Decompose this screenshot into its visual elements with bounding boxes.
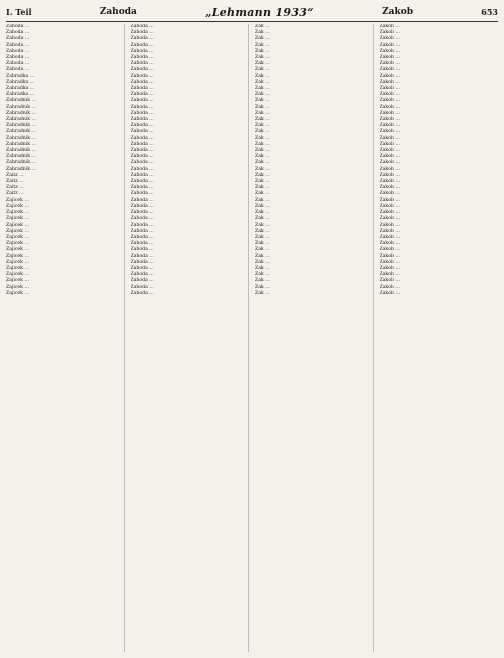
directory-entry: Zahoda … xyxy=(130,141,154,147)
directory-entry: Zahoda … xyxy=(6,36,30,42)
directory-entry: Zakob … xyxy=(379,79,400,85)
directory-entry: Zahradnik … xyxy=(6,154,37,160)
directory-entry: Zakob … xyxy=(379,123,400,129)
directory-entry: Zajicek … xyxy=(6,284,29,290)
directory-entry: Zajicek … xyxy=(6,241,29,247)
directory-entry: Zakob … xyxy=(379,228,400,234)
directory-entry: Zahoda … xyxy=(130,73,154,79)
directory-entry: Zajicek … xyxy=(6,210,29,216)
directory-entry: Zahoda … xyxy=(6,48,30,54)
directory-entry: Zak … xyxy=(255,141,270,147)
directory-entry: Zak … xyxy=(255,179,270,185)
directory-entry: Zahoda … xyxy=(6,30,30,36)
directory-entry: Zakob … xyxy=(379,129,400,135)
directory-entry: Zahradka … xyxy=(6,79,35,85)
directory-entry: Zajicek … xyxy=(6,253,29,259)
directory-entry: Zahoda … xyxy=(6,61,30,67)
directory-entry: Zahradnik … xyxy=(6,141,37,147)
directory-entry: Zakob … xyxy=(379,253,400,259)
directory-entry: Zak … xyxy=(255,216,270,222)
directory-entry: Zak … xyxy=(255,148,270,154)
directory-entry: Zakob … xyxy=(379,55,400,61)
directory-entry: Zahoda … xyxy=(130,197,154,203)
directory-entry: Zahoda … xyxy=(130,92,154,98)
directory-column xyxy=(6,24,125,652)
directory-entry: Zahradnik … xyxy=(6,166,37,172)
directory-entry: Zahoda … xyxy=(130,185,154,191)
directory-entry: Zahradnik … xyxy=(6,104,37,110)
directory-entry: Zakob … xyxy=(379,247,400,253)
directory-entry: Zakob … xyxy=(379,259,400,265)
directory-entry: Zahoda … xyxy=(130,222,154,228)
directory-entry: Zaitz … xyxy=(6,185,24,191)
directory-entry: Zahoda … xyxy=(6,24,30,29)
directory-entry: Zajicek … xyxy=(6,259,29,265)
directory-entry: Zak … xyxy=(255,86,270,92)
directory-entry: Zajicek … xyxy=(6,272,29,278)
directory-entry: Zak … xyxy=(255,290,270,296)
directory-entry: Zakob … xyxy=(379,61,400,67)
directory-entry: Zak … xyxy=(255,24,270,29)
directory-entry: Zakob … xyxy=(379,166,400,172)
header-left-word: Zahoda xyxy=(99,7,137,17)
directory-entry: Zahoda … xyxy=(130,253,154,259)
directory-entry: Zahradka … xyxy=(6,73,35,79)
directory-entry: Zakob … xyxy=(379,234,400,240)
directory-entry: Zakob … xyxy=(379,92,400,98)
directory-entry: Zahoda … xyxy=(130,247,154,253)
directory-entry: Zakob … xyxy=(379,48,400,54)
directory-entry: Zaitz … xyxy=(6,172,24,178)
directory-entry: Zak … xyxy=(255,73,270,79)
directory-entry: Zakob … xyxy=(379,203,400,209)
directory-entry: Zakob … xyxy=(379,67,400,73)
directory-entry: Zaitz … xyxy=(6,179,24,185)
directory-entry: Zakob … xyxy=(379,73,400,79)
directory-entry: Zak … xyxy=(255,284,270,290)
directory-entry: Zahoda … xyxy=(6,67,30,73)
directory-entry: Zahoda … xyxy=(130,67,154,73)
directory-entry: Zajicek … xyxy=(6,278,29,284)
directory-entry: Zahoda … xyxy=(130,48,154,54)
directory-entry: Zakob … xyxy=(379,98,400,104)
directory-entry: Zahradka … xyxy=(6,92,35,98)
directory-entry: Zak … xyxy=(255,123,270,129)
directory-entry: Zak … xyxy=(255,185,270,191)
directory-entry: Zak … xyxy=(255,222,270,228)
directory-entry: Zak … xyxy=(255,272,270,278)
directory-entry: Zahradnik … xyxy=(6,129,37,135)
directory-entry: Zahradnik … xyxy=(6,123,37,129)
directory-entry: Zak … xyxy=(255,278,270,284)
directory-entry: Zajicek … xyxy=(6,234,29,240)
directory-entry: Zajicek … xyxy=(6,197,29,203)
directory-entry: Zakob … xyxy=(379,191,400,197)
directory-entry: Zahradnik … xyxy=(6,148,37,154)
directory-entry: Zahoda … xyxy=(130,278,154,284)
directory-entry: Zakob … xyxy=(379,197,400,203)
directory-entry: Zahoda … xyxy=(130,203,154,209)
directory-entry: Zak … xyxy=(255,42,270,48)
directory-entry: Zak … xyxy=(255,129,270,135)
directory-entry: Zak … xyxy=(255,55,270,61)
directory-entry: Zahradnik … xyxy=(6,135,37,141)
directory-entry: Zak … xyxy=(255,110,270,116)
directory-entry: Zahoda … xyxy=(130,191,154,197)
directory-entry: Zakob … xyxy=(379,216,400,222)
directory-entry: Zakob … xyxy=(379,210,400,216)
directory-entry: Zak … xyxy=(255,104,270,110)
directory-entry: Zak … xyxy=(255,48,270,54)
directory-entry: Zahoda … xyxy=(130,179,154,185)
directory-entry: Zahoda … xyxy=(130,234,154,240)
directory-entry: Zahradnik … xyxy=(6,110,37,116)
directory-entry: Zakob … xyxy=(379,117,400,123)
directory-entry: Zak … xyxy=(255,265,270,271)
directory-entry: Zakob … xyxy=(379,265,400,271)
header-title: „Lehmann 1933“ xyxy=(205,5,314,19)
directory-entry: Zak … xyxy=(255,247,270,253)
directory-entry: Zak … xyxy=(255,79,270,85)
directory-entry: Zak … xyxy=(255,253,270,259)
directory-entry: Zak … xyxy=(255,228,270,234)
directory-entry: Zahoda … xyxy=(130,61,154,67)
directory-entry: Zakob … xyxy=(379,148,400,154)
directory-entry: Zak … xyxy=(255,67,270,73)
directory-entry: Zahoda … xyxy=(130,272,154,278)
directory-entry: Zahoda … xyxy=(130,24,154,29)
directory-entry: Zajicek … xyxy=(6,228,29,234)
directory-entry: Zak … xyxy=(255,92,270,98)
directory-entry: Zahoda … xyxy=(130,86,154,92)
directory-entry: Zaitz … xyxy=(6,191,24,197)
directory-entry: Zajicek … xyxy=(6,203,29,209)
directory-entry: Zakob … xyxy=(379,179,400,185)
directory-entry: Zak … xyxy=(255,36,270,42)
directory-entry: Zak … xyxy=(255,135,270,141)
directory-entry: Zak … xyxy=(255,210,270,216)
directory-entry: Zak … xyxy=(255,30,270,36)
directory-entry: Zakob … xyxy=(379,30,400,36)
directory-entry: Zahoda … xyxy=(6,55,30,61)
directory-entry: Zak … xyxy=(255,203,270,209)
page-header xyxy=(6,4,498,20)
directory-entry: Zahradnik … xyxy=(6,98,37,104)
directory-entry: Zahoda … xyxy=(130,154,154,160)
directory-column xyxy=(131,24,250,652)
directory-entry: Zahoda … xyxy=(130,148,154,154)
directory-entry: Zahoda … xyxy=(130,55,154,61)
directory-entry: Zahoda … xyxy=(130,117,154,123)
directory-entry: Zakob … xyxy=(379,24,400,29)
directory-entry: Zakob … xyxy=(379,160,400,166)
directory-entry: Zahoda … xyxy=(130,290,154,296)
header-part-label: I. Teil xyxy=(6,7,32,17)
directory-entry: Zakob … xyxy=(379,135,400,141)
directory-entry: Zahoda … xyxy=(130,104,154,110)
directory-entry: Zahoda … xyxy=(130,228,154,234)
directory-entry: Zahoda … xyxy=(130,129,154,135)
page-number: 653 xyxy=(481,7,498,17)
directory-entry: Zak … xyxy=(255,234,270,240)
directory-entry: Zakob … xyxy=(379,141,400,147)
directory-entry: Zajicek … xyxy=(6,265,29,271)
directory-entry: Zahoda … xyxy=(130,284,154,290)
directory-entry: Zajicek … xyxy=(6,290,29,296)
directory-entry: Zakob … xyxy=(379,222,400,228)
directory-entry: Zak … xyxy=(255,154,270,160)
header-right-word: Zakob xyxy=(382,7,414,17)
directory-entry: Zakob … xyxy=(379,110,400,116)
directory-entry: Zakob … xyxy=(379,278,400,284)
directory-entry: Zahoda … xyxy=(130,98,154,104)
directory-entry: Zahoda … xyxy=(130,210,154,216)
directory-entry: Zakob … xyxy=(379,172,400,178)
directory-entry: Zajicek … xyxy=(6,247,29,253)
directory-entry: Zahoda … xyxy=(130,79,154,85)
directory-entry: Zahoda … xyxy=(130,160,154,166)
directory-entry: Zajicek … xyxy=(6,222,29,228)
directory-entry: Zakob … xyxy=(379,36,400,42)
directory-entry: Zak … xyxy=(255,61,270,67)
directory-entry: Zak … xyxy=(255,172,270,178)
directory-entry: Zahradnik … xyxy=(6,160,37,166)
directory-entry: Zahoda … xyxy=(130,265,154,271)
directory-entry: Zahoda … xyxy=(130,172,154,178)
directory-entry: Zahoda … xyxy=(130,110,154,116)
directory-column xyxy=(255,24,374,652)
directory-entry: Zakob … xyxy=(379,185,400,191)
directory-entry: Zak … xyxy=(255,160,270,166)
directory-entry: Zak … xyxy=(255,191,270,197)
directory-entry: Zak … xyxy=(255,98,270,104)
directory-entry: Zakob … xyxy=(379,154,400,160)
directory-entry: Zahradnik … xyxy=(6,117,37,123)
directory-entry: Zak … xyxy=(255,117,270,123)
directory-entry: Zakob … xyxy=(379,241,400,247)
directory-entry: Zak … xyxy=(255,259,270,265)
directory-entry: Zahoda … xyxy=(130,166,154,172)
directory-column xyxy=(380,24,499,652)
directory-entry: Zahoda … xyxy=(130,216,154,222)
directory-entry: Zahoda … xyxy=(130,36,154,42)
directory-entry: Zajicek … xyxy=(6,216,29,222)
directory-columns xyxy=(6,24,498,652)
directory-entry: Zakob … xyxy=(379,284,400,290)
header-rule xyxy=(6,21,498,22)
directory-entry: Zahoda … xyxy=(130,241,154,247)
directory-entry: Zakob … xyxy=(379,104,400,110)
directory-entry: Zak … xyxy=(255,197,270,203)
directory-entry: Zahoda … xyxy=(130,123,154,129)
directory-entry: Zahoda … xyxy=(6,42,30,48)
directory-entry: Zahoda … xyxy=(130,259,154,265)
directory-entry: Zakob … xyxy=(379,290,400,296)
directory-entry: Zahoda … xyxy=(130,135,154,141)
directory-entry: Zakob … xyxy=(379,86,400,92)
directory-entry: Zakob … xyxy=(379,272,400,278)
directory-entry: Zakob … xyxy=(379,42,400,48)
directory-entry: Zak … xyxy=(255,241,270,247)
directory-entry: Zahradka … xyxy=(6,86,35,92)
directory-entry: Zak … xyxy=(255,166,270,172)
directory-entry: Zahoda … xyxy=(130,30,154,36)
directory-entry: Zahoda … xyxy=(130,42,154,48)
